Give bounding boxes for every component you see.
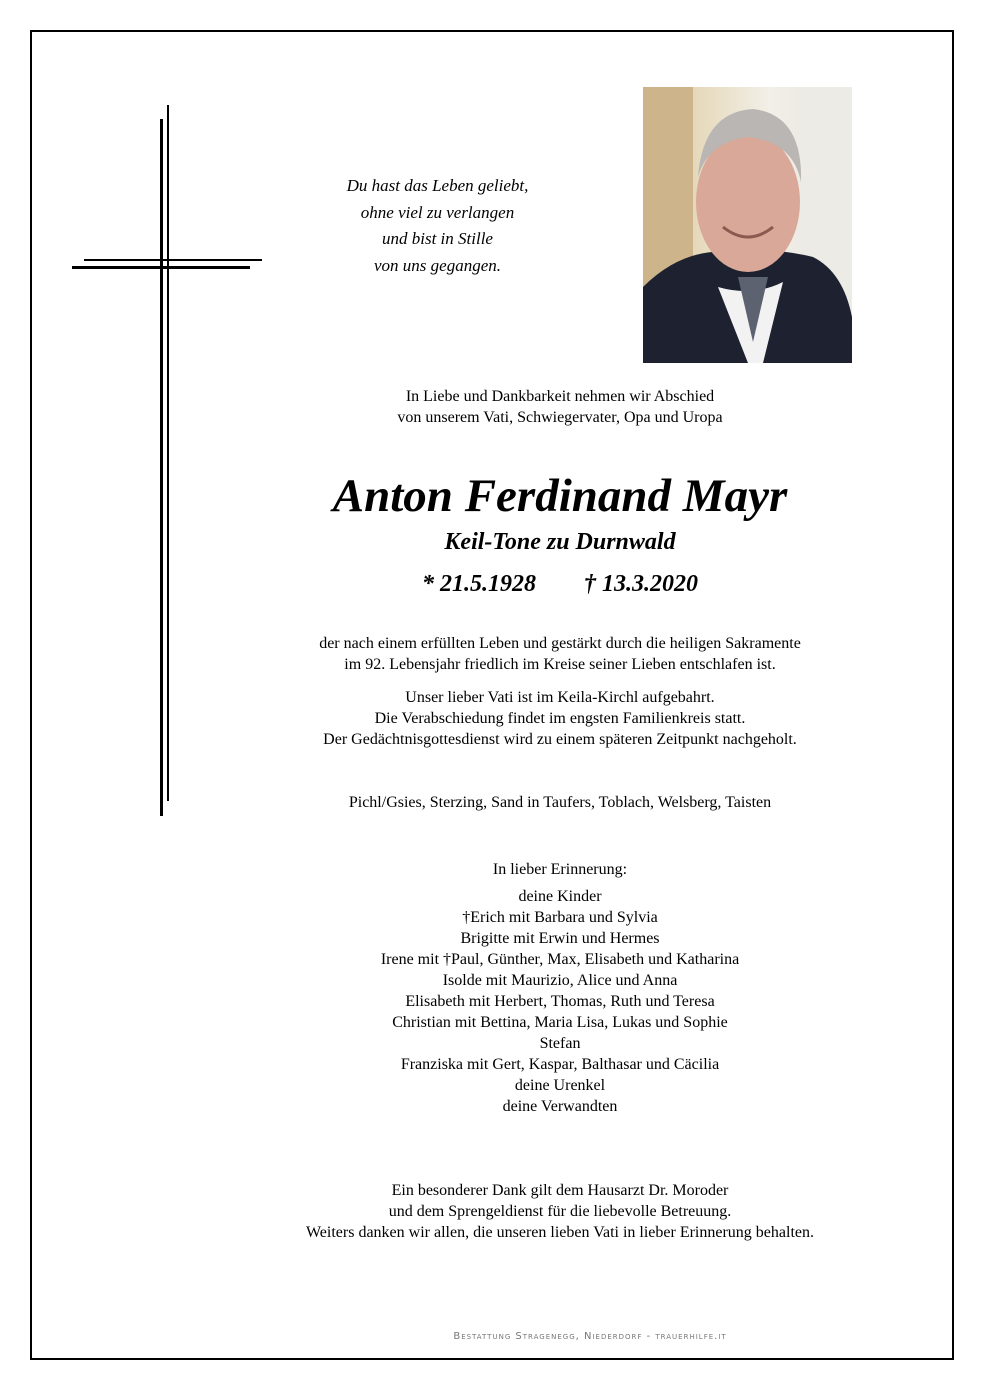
death-date: † 13.3.2020 [584, 571, 698, 597]
text-line: der nach einem erfüllten Leben und gestärkt durch die heiligen Sakramente [319, 635, 801, 652]
mourner: deine Urenkel [514, 1077, 606, 1094]
text-line: und dem Sprengeldienst für die liebevolle Betreuung. [388, 1203, 732, 1220]
mourner: †Erich mit Barbara und Sylvia [462, 909, 658, 926]
intro-line: von unserem Vati, Schwiegervater, Opa und Uropa [397, 409, 723, 426]
quote-line: ohne viel zu verlangen [360, 202, 515, 222]
nickname: Keil-Tone zu Durnwald [444, 529, 676, 555]
mourner: deine Kinder [518, 888, 602, 905]
mourner: Elisabeth mit Herbert, Thomas, Ruth und Teresa [405, 993, 715, 1010]
places: Pichl/Gsies, Sterzing, Sand in Taufers, Toblach, Welsberg, Taisten [348, 794, 772, 811]
memory-heading: In lieber Erinnerung: [492, 861, 628, 878]
text-line: Der Gedächtnisgottesdienst wird zu einem späteren Zeitpunkt nachgeholt. [323, 731, 797, 748]
mourner: Isolde mit Maurizio, Alice und Anna [442, 972, 678, 989]
quote-line: von uns gegangen. [373, 255, 501, 275]
mourner: Brigitte mit Erwin und Hermes [460, 930, 660, 947]
footer-credit: Bestattung Stragenegg, Niederdorf - trauerhilfe.it [453, 1331, 727, 1342]
intro [260, 386, 860, 428]
text-line: Die Verabschiedung findet im engsten Familienkreis statt. [374, 710, 746, 727]
mourner: Irene mit †Paul, Günther, Max, Elisabeth und Katharina [380, 951, 740, 968]
quote [300, 173, 575, 279]
mourner: deine Verwandten [502, 1098, 618, 1115]
thanks [260, 1180, 860, 1243]
text-line: Weiters danken wir allen, die unseren lieben Vati in lieber Erinnerung behalten. [305, 1224, 814, 1241]
text-line: Unser lieber Vati ist im Keila-Kirchl aufgebahrt. [405, 689, 715, 706]
text-line: Ein besonderer Dank gilt dem Hausarzt Dr. Moroder [391, 1182, 729, 1199]
mourner: Stefan [539, 1035, 581, 1052]
quote-line: Du hast das Leben geliebt, [346, 176, 529, 195]
birth-date: * 21.5.1928 [422, 571, 536, 597]
portrait-photo [643, 87, 852, 363]
mourner: Christian mit Bettina, Maria Lisa, Lukas und Sophie [392, 1014, 728, 1031]
mourners-list [260, 886, 860, 1117]
deceased-name: Anton Ferdinand Mayr [332, 470, 788, 522]
paragraph-1 [260, 633, 860, 675]
paragraph-2 [260, 687, 860, 750]
quote-line: und bist in Stille [382, 229, 493, 248]
text-line: im 92. Lebensjahr friedlich im Kreise seiner Lieben entschlafen ist. [344, 656, 776, 673]
dates [260, 569, 860, 599]
intro-line: In Liebe und Dankbarkeit nehmen wir Abschied [405, 388, 715, 405]
mourner: Franziska mit Gert, Kaspar, Balthasar und Cäcilia [400, 1056, 720, 1073]
